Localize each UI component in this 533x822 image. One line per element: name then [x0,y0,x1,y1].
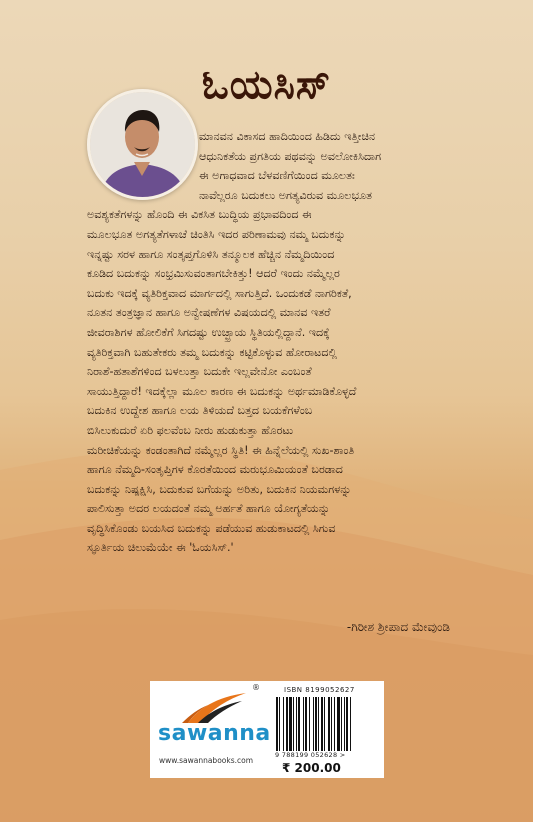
barcode-bar [331,697,332,751]
barcode-bar [313,697,314,751]
barcode-bar [334,697,335,751]
barcode-bar [289,697,292,751]
blurb-line: ಜೀವರಾಶಿಗಳ ಹೋಲಿಕೆಗೆ ಸಿಗದಷ್ಟು ಉಚ್ಛ್ರಾಯ ಸ್ಥಿತಿಯಲ್ಲಿದ್ದಾನೆ. ಇದಕ್ಕೆ [87,325,330,339]
blurb-line: ಬದುಕನ್ನು ನಿಷ್ಪಕ್ಷಿಸಿ, ಬದುಕುವ ಬಗೆಯನ್ನು ಅರಿತು, ಬದುಕಿನ ನಿಯಮಗಳನ್ನು [87,482,352,496]
blurb-line: ಹಾಗೂ ನೆಮ್ಮದಿ-ಸಂತೃಪ್ತಿಗಳ ಕೊರತೆಯಿಂದ ಮರುಭೂಮಿಯಂತೆ ಬರಡಾದ [87,463,343,477]
barcode-bar [309,697,310,751]
blurb-line: ಬದುಕು ಇದಕ್ಕೆ ವ್ಯತಿರಿಕ್ತವಾದ ಮಾರ್ಗದಲ್ಲಿ ಸಾಗುತ್ತಿದೆ. ಒಂದುಕಡೆ ನಾಗರಿಕತೆ, [87,286,352,300]
blurb-line: ಮೂಲಭೂತ ಅಗತ್ಯತೆಗಳಾಚೆ ಚಿಂತಿಸಿ ಇದರ ಪರಿಣಾಮವು ನಮ್ಮ ಬದುಕನ್ನು [87,227,346,241]
publisher-panel [150,681,384,778]
barcode-bar [318,697,319,751]
blurb-line: ಪಾಲಿಸುತ್ತಾ ಅದರ ಲಯದಂತೆ ನಮ್ಮ ಅರ್ಹತೆ ಹಾಗೂ ಯೋಗ್ಯತೆಯನ್ನು [87,502,330,516]
barcode-bar [296,697,297,751]
barcode-bar [303,697,304,751]
blurb-line: ಸ್ಫೂರ್ತಿಯ ಚಿಲುಮೆಯೇ ಈ 'ಓಯಸಿಸ್.' [87,541,234,555]
blurb-line: ಮಾನವನ ವಿಕಾಸದ ಹಾದಿಯಿಂದ ಹಿಡಿದು ಇತ್ತೀಚಿನ [199,130,376,143]
blurb-line: ಕೂಡಿದ ಬದುಕನ್ನು ಸಂಭ್ರಮಿಸುವಂತಾಗಬೇಕಿತ್ತು! ಆದರೆ ಇಂದು ನಮ್ಮೆಲ್ಲರ [87,267,340,281]
barcode-bar [346,697,348,751]
blurb-line: ಮರೀಚಿಕೆಯನ್ನು ಕಂಡಂತಾಗಿದೆ ನಮ್ಮೆಲ್ಲರ ಸ್ಥಿತಿ! ಈ ಹಿನ್ನೆಲೆಯಲ್ಲಿ ಸುಖ-ಶಾಂತಿ [87,443,355,457]
barcode-bar [337,697,340,751]
blurb-line: ಸಾಯುತ್ತಿದ್ದಾರೆ! ಇದಕ್ಕೆಲ್ಲಾ ಮೂಲ ಕಾರಣ ಈ ಬದುಕನ್ನು ಅರ್ಥಮಾಡಿಕೊಳ್ಳದೆ [87,384,357,398]
barcode-bar [315,697,317,751]
blurb-line: ನಿರಾಶೆ-ಹತಾಶೆಗಳಿಂದ ಬಳಲುತ್ತಾ ಬದುಕೇ ಇಲ್ಲವೇನೋ ಎಂಬಂತೆ [87,365,312,379]
feather-logo-icon [168,689,248,725]
publisher-name: sawanna [158,721,271,746]
barcode-digits: 9 788199 052628 > [275,751,346,759]
blurb-line: ಅವಶ್ಯಕತೆಗಳನ್ನು ಹೊಂದಿ ಈ ವಿಕಸಿತ ಬುದ್ಧಿಯ ಪ್ರಭಾವದಿಂದ ಈ [87,208,312,222]
barcode-bar [276,697,278,751]
isbn-barcode [274,697,378,751]
barcode-bar [344,697,345,751]
barcode-bar [321,697,323,751]
barcode-bar [293,697,294,751]
barcode-bar [298,697,300,751]
barcode-bar [324,697,325,751]
blurb-line: ಆಧುನಿಕತೆಯ ಪ್ರಗತಿಯ ಪಥವನ್ನು ಅವಲೋಕಿಸಿದಾಗ [199,149,382,163]
book-title: ಓಯಸಿಸ್ [201,62,332,108]
barcode-bar [350,697,351,751]
author-signature: -ಗಿರೀಶ ಶ್ರೀಪಾದ ಮೇವುಂಡಿ [346,620,450,634]
blurb-line: ಬಿಸಿಲುಕುದುರೆ ಏರಿ ಫಲವೆಂಬ ನೀರು ಹುಡುಕುತ್ತಾ ಹೊರಟು [87,423,294,437]
barcode-bar [305,697,307,751]
blurb-line: ವ್ಯತಿರಿಕ್ತವಾಗಿ ಬಹುತೇಕರು ತಮ್ಮ ಬದುಕನ್ನು ಕಟ್ಟಿಕೊಳ್ಳುವ ಹೋರಾಟದಲ್ಲಿ [87,345,337,359]
barcode-bar [341,697,342,751]
blurb-text [87,127,457,558]
price-label: ₹ 200.00 [282,761,341,775]
publisher-website: www.sawannabooks.com [159,756,254,765]
blurb-line: ನೂತನ ತಂತ್ರಜ್ಞಾನ ಹಾಗೂ ಅನ್ವೇಷಣೆಗಳ ವಿಷಯದಲ್ಲಿ ಮಾನವ ಇತರೆ [87,306,331,320]
isbn-label: ISBN 8199052627 [284,686,355,694]
blurb-line: ವೃದ್ಧಿಸಿಕೊಂಡು ಬಯಸಿದ ಬದುಕನ್ನು ಪಡೆಯುವ ಹುಡುಕಾಟದಲ್ಲಿ ಸಿಗುವ [87,521,336,535]
blurb-line: ಬದುಕಿನ ಉದ್ದೇಶ ಹಾಗೂ ಲಯ ತಿಳಿಯದೆ ಬತ್ತದ ಬಯಕೆಗಳೆಂಬ [87,404,313,418]
barcode-bar [279,697,280,751]
blurb-line: ಇನ್ನಷ್ಟು ಸರಳ ಹಾಗೂ ಸಂತೃಪ್ತಗೊಳಿಸಿ ತನ್ಮೂಲಕ ಹೆಚ್ಚಿನ ನೆಮ್ಮದಿಯಿಂದ [87,247,335,261]
registered-mark: ® [252,683,260,692]
blurb-line: ನಾವೆಲ್ಲರೂ ಬದುಕಲು ಅಗತ್ಯವಿರುವ ಮೂಲಭೂತ [199,188,372,202]
barcode-bar [283,697,284,751]
barcode-bar [286,697,288,751]
blurb-line: ಈ ಅಗಾಧವಾದ ಬೆಳವಣಿಗೆಯಿಂದ ಮೂಲತಃ [199,169,355,183]
barcode-bar [328,697,330,751]
